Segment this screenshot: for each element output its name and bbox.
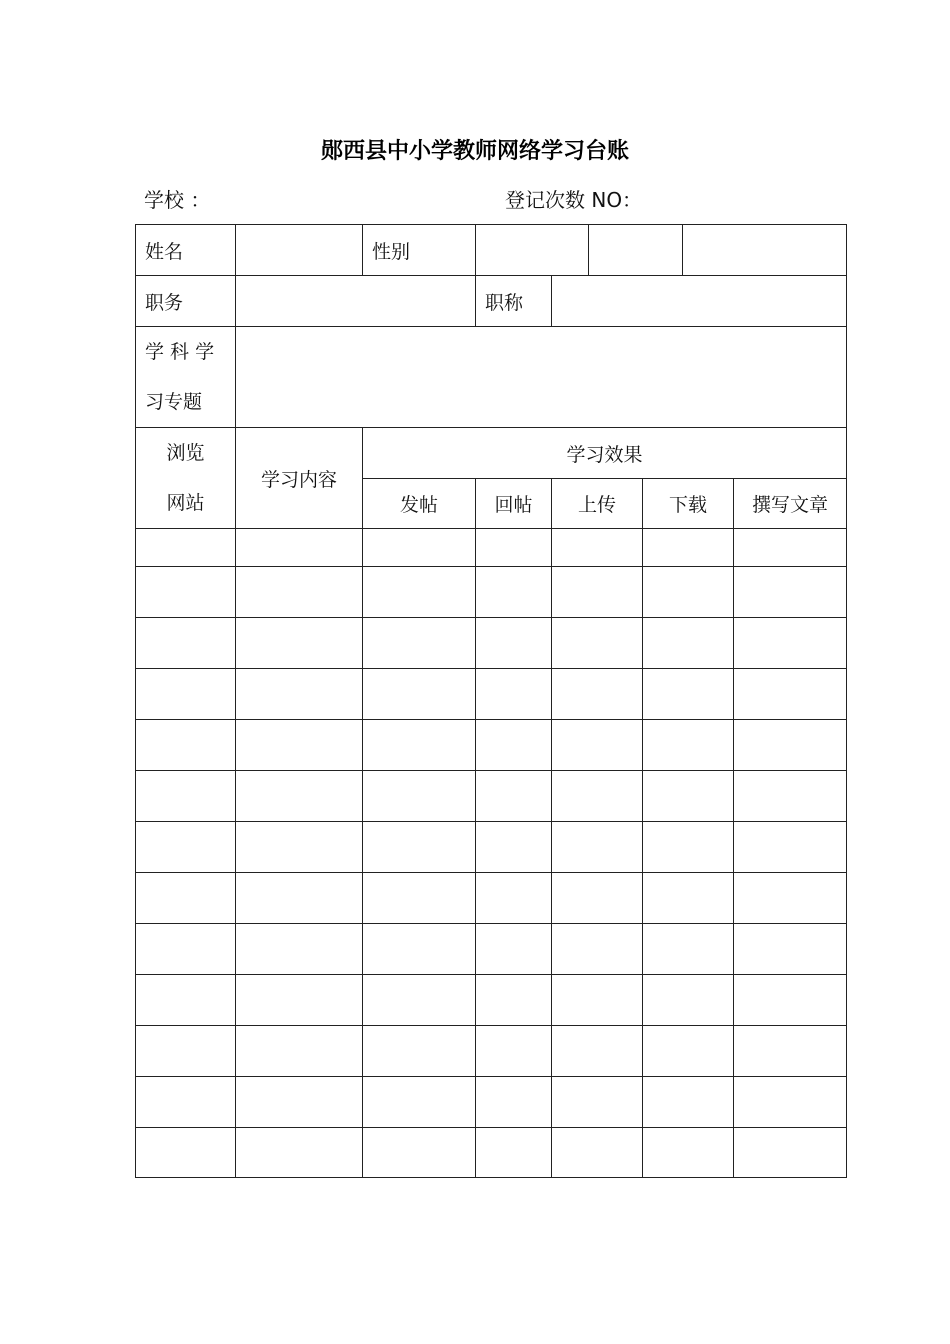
log-content-cell[interactable] [236, 567, 363, 618]
log-upload-cell[interactable] [552, 771, 643, 822]
log-post-cell[interactable] [363, 924, 476, 975]
log-article-cell[interactable] [734, 822, 847, 873]
page-title: 郧西县中小学教师网络学习台账 [320, 138, 629, 164]
log-article-cell[interactable] [734, 1026, 847, 1077]
log-article-cell[interactable] [734, 1128, 847, 1178]
log-website-cell[interactable] [136, 822, 236, 873]
log-reply-cell[interactable] [476, 924, 552, 975]
subject-topic-label-line1: 学 科 学 [145, 341, 215, 363]
record-count-label: 登记次数 NO： [505, 188, 643, 212]
log-header-row [136, 428, 847, 479]
log-reply-cell[interactable] [476, 618, 552, 669]
log-upload-cell[interactable] [552, 975, 643, 1026]
website-header-line2: 网站 [166, 492, 205, 514]
log-upload-cell[interactable] [552, 822, 643, 873]
log-post-cell[interactable] [363, 618, 476, 669]
content-header: 学习内容 [236, 428, 363, 529]
log-download-cell[interactable] [643, 618, 734, 669]
log-post-cell[interactable] [363, 529, 476, 567]
log-content-cell[interactable] [236, 771, 363, 822]
log-download-cell[interactable] [643, 1128, 734, 1178]
name-field[interactable] [236, 225, 363, 276]
log-website-cell[interactable] [136, 720, 236, 771]
log-website-cell[interactable] [136, 618, 236, 669]
log-reply-cell[interactable] [476, 720, 552, 771]
log-upload-cell[interactable] [552, 1077, 643, 1128]
log-row [136, 924, 847, 975]
effect-post-header: 发帖 [363, 479, 476, 529]
log-article-cell[interactable] [734, 873, 847, 924]
log-post-cell[interactable] [363, 567, 476, 618]
log-content-cell[interactable] [236, 669, 363, 720]
log-row [136, 720, 847, 771]
log-website-cell[interactable] [136, 873, 236, 924]
log-post-cell[interactable] [363, 822, 476, 873]
log-reply-cell[interactable] [476, 1077, 552, 1128]
log-upload-cell[interactable] [552, 720, 643, 771]
log-website-cell[interactable] [136, 1026, 236, 1077]
log-row [136, 873, 847, 924]
subject-topic-row [136, 327, 847, 428]
gender-field[interactable] [476, 225, 589, 276]
title-field[interactable] [552, 276, 847, 327]
log-upload-cell[interactable] [552, 669, 643, 720]
subject-topic-field[interactable] [236, 327, 847, 428]
log-upload-cell[interactable] [552, 1128, 643, 1178]
log-website-cell[interactable] [136, 1128, 236, 1178]
position-title-row [136, 276, 847, 327]
log-post-cell[interactable] [363, 975, 476, 1026]
log-rows [136, 529, 847, 1178]
log-row [136, 669, 847, 720]
log-content-cell[interactable] [236, 720, 363, 771]
log-reply-cell[interactable] [476, 873, 552, 924]
position-field[interactable] [236, 276, 476, 327]
log-upload-cell[interactable] [552, 924, 643, 975]
log-article-cell[interactable] [734, 669, 847, 720]
log-content-cell[interactable] [236, 1128, 363, 1178]
log-website-cell[interactable] [136, 529, 236, 567]
log-article-cell[interactable] [734, 720, 847, 771]
log-row [136, 975, 847, 1026]
log-reply-cell[interactable] [476, 771, 552, 822]
log-row [136, 1128, 847, 1178]
log-download-cell[interactable] [643, 669, 734, 720]
log-download-cell[interactable] [643, 924, 734, 975]
log-content-cell[interactable] [236, 1026, 363, 1077]
blank-cell[interactable] [683, 225, 847, 276]
log-post-cell[interactable] [363, 771, 476, 822]
log-post-cell[interactable] [363, 1128, 476, 1178]
effect-header: 学习效果 [363, 428, 847, 479]
log-reply-cell[interactable] [476, 1026, 552, 1077]
log-content-cell[interactable] [236, 1077, 363, 1128]
log-upload-cell[interactable] [552, 1026, 643, 1077]
effect-article-header: 撰写文章 [734, 479, 847, 529]
log-reply-cell[interactable] [476, 529, 552, 567]
log-row [136, 1026, 847, 1077]
log-download-cell[interactable] [643, 529, 734, 567]
log-article-cell[interactable] [734, 567, 847, 618]
log-download-cell[interactable] [643, 873, 734, 924]
log-post-cell[interactable] [363, 720, 476, 771]
log-website-cell[interactable] [136, 1077, 236, 1128]
effect-upload-header: 上传 [552, 479, 643, 529]
log-article-cell[interactable] [734, 975, 847, 1026]
school-label: 学校 ： [144, 188, 211, 212]
log-article-cell[interactable] [734, 771, 847, 822]
log-upload-cell[interactable] [552, 873, 643, 924]
log-download-cell[interactable] [643, 1026, 734, 1077]
log-article-cell[interactable] [734, 924, 847, 975]
log-website-cell[interactable] [136, 924, 236, 975]
log-website-cell[interactable] [136, 669, 236, 720]
log-row [136, 822, 847, 873]
log-article-cell[interactable] [734, 618, 847, 669]
log-content-cell[interactable] [236, 873, 363, 924]
blank-cell[interactable] [589, 225, 683, 276]
log-post-cell[interactable] [363, 1077, 476, 1128]
log-article-cell[interactable] [734, 529, 847, 567]
log-content-cell[interactable] [236, 529, 363, 567]
subject-topic-label [136, 327, 236, 428]
effect-download-header: 下载 [643, 479, 734, 529]
position-label: 职务 [136, 276, 236, 327]
log-row [136, 1077, 847, 1128]
name-label: 姓名 [136, 225, 236, 276]
log-website-cell[interactable] [136, 771, 236, 822]
log-reply-cell[interactable] [476, 975, 552, 1026]
website-header-line1: 浏览 [166, 442, 205, 464]
log-reply-cell[interactable] [476, 1128, 552, 1178]
log-reply-cell[interactable] [476, 822, 552, 873]
log-upload-cell[interactable] [552, 618, 643, 669]
log-post-cell[interactable] [363, 1026, 476, 1077]
log-upload-cell[interactable] [552, 567, 643, 618]
log-download-cell[interactable] [643, 567, 734, 618]
gender-label: 性别 [363, 225, 476, 276]
log-download-cell[interactable] [643, 822, 734, 873]
log-content-cell[interactable] [236, 618, 363, 669]
effect-reply-header: 回帖 [476, 479, 552, 529]
log-row [136, 771, 847, 822]
log-reply-cell[interactable] [476, 567, 552, 618]
log-website-cell[interactable] [136, 975, 236, 1026]
log-download-cell[interactable] [643, 1077, 734, 1128]
log-download-cell[interactable] [643, 771, 734, 822]
log-row [136, 567, 847, 618]
log-download-cell[interactable] [643, 975, 734, 1026]
log-article-cell[interactable] [734, 1077, 847, 1128]
log-content-cell[interactable] [236, 822, 363, 873]
subject-topic-label-line2: 习专题 [145, 391, 203, 413]
log-row [136, 618, 847, 669]
website-header [136, 428, 236, 529]
log-reply-cell[interactable] [476, 669, 552, 720]
name-gender-row [136, 225, 847, 276]
log-content-cell[interactable] [236, 975, 363, 1026]
log-post-cell[interactable] [363, 873, 476, 924]
log-upload-cell[interactable] [552, 529, 643, 567]
ledger-table [135, 224, 847, 1178]
log-download-cell[interactable] [643, 720, 734, 771]
title-label: 职称 [476, 276, 552, 327]
log-content-cell[interactable] [236, 924, 363, 975]
log-website-cell[interactable] [136, 567, 236, 618]
log-row [136, 529, 847, 567]
log-post-cell[interactable] [363, 669, 476, 720]
